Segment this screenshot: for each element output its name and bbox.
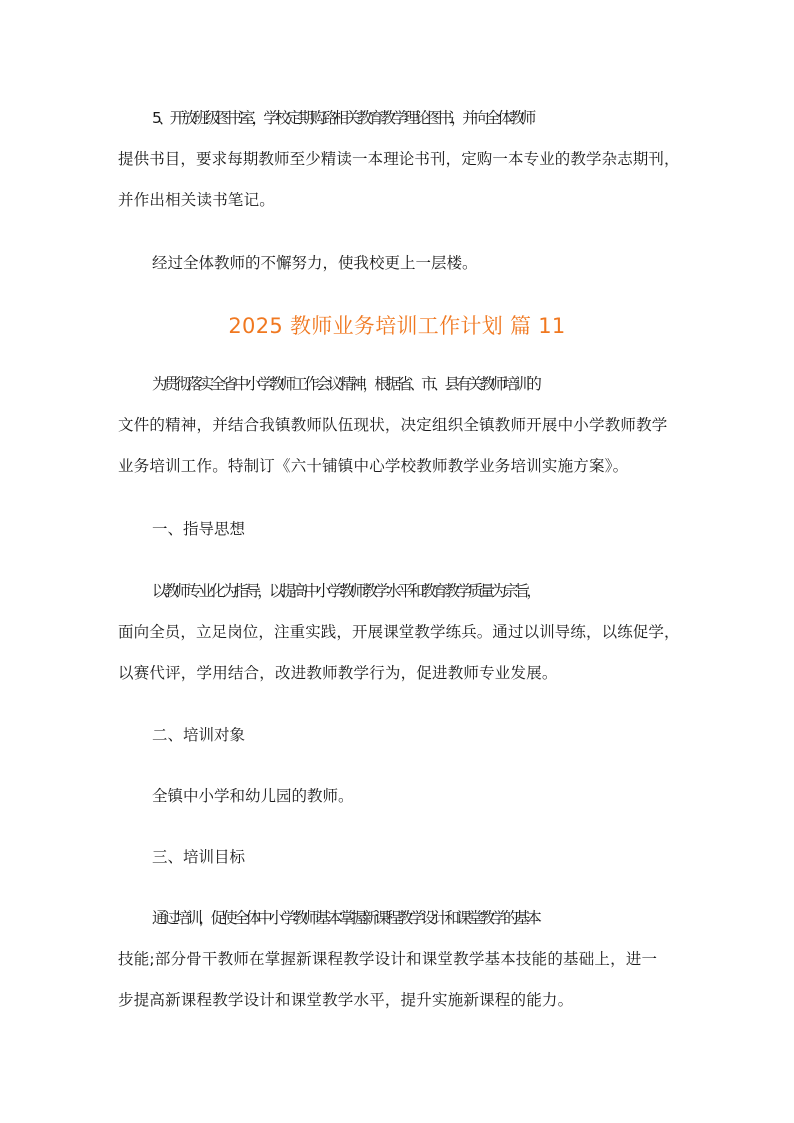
section-title: 2025 教师业务培训工作计划 篇 11: [228, 314, 566, 338]
paragraph-line: 通过培训，促使全体中小学教师基本掌握新课程教学设计和课堂教学的基本: [152, 909, 539, 927]
heading-training-goals: 三、培训目标: [152, 848, 246, 866]
closing-paragraph: 经过全体教师的不懈努力，使我校更上一层楼。: [152, 254, 478, 272]
paragraph-item-5: [118, 98, 680, 221]
paragraph-line: 提供书目，要求每期教师至少精读一本理论书刊，定购一本专业的教学杂志期刊，: [118, 150, 680, 168]
paragraph-line: 面向全员，立足岗位，注重实践，开展课堂教学练兵。通过以训导练，以练促学，: [118, 623, 680, 641]
paragraph-line: 5、开放班级图书室，学校定期购臵相关教育教学理论图书，并向全体教师: [152, 109, 533, 127]
heading-training-target: 二、培训对象: [152, 726, 246, 744]
heading-guiding-ideology: 一、指导思想: [152, 520, 246, 538]
paragraph-line: 文件的精神，并结合我镇教师队伍现状，决定组织全镇教师开展中小学教师教学: [118, 416, 668, 434]
paragraph-line: 以赛代评，学用结合，改进教师教学行为，促进教师专业发展。: [118, 664, 558, 682]
paragraph-guiding-ideology: [118, 571, 680, 694]
paragraph-line: 并作出相关读书笔记。: [118, 191, 276, 209]
paragraph-training-goals: [118, 898, 680, 1021]
paragraph-line: 为贯彻落实全省中小学教师工作会议精神，根据省、市、县有关教师培训的: [152, 375, 539, 393]
paragraph-line: 以教师专业化为指导，以提高中小学教师教学水平和教育教学质量为宗旨，: [152, 582, 539, 600]
paragraph-training-target: 全镇中小学和幼儿园的教师。: [152, 787, 354, 805]
paragraph-line: 业务培训工作。特制订《六十铺镇中心学校教师教学业务培训实施方案》。: [118, 457, 629, 475]
paragraph-line: 步提高新课程教学设计和课堂教学水平，提升实施新课程的能力。: [118, 991, 574, 1009]
paragraph-line: 技能;部分骨干教师在掌握新课程教学设计和课堂教学基本技能的基础上，进一: [118, 950, 658, 968]
paragraph-preamble: [118, 364, 680, 487]
